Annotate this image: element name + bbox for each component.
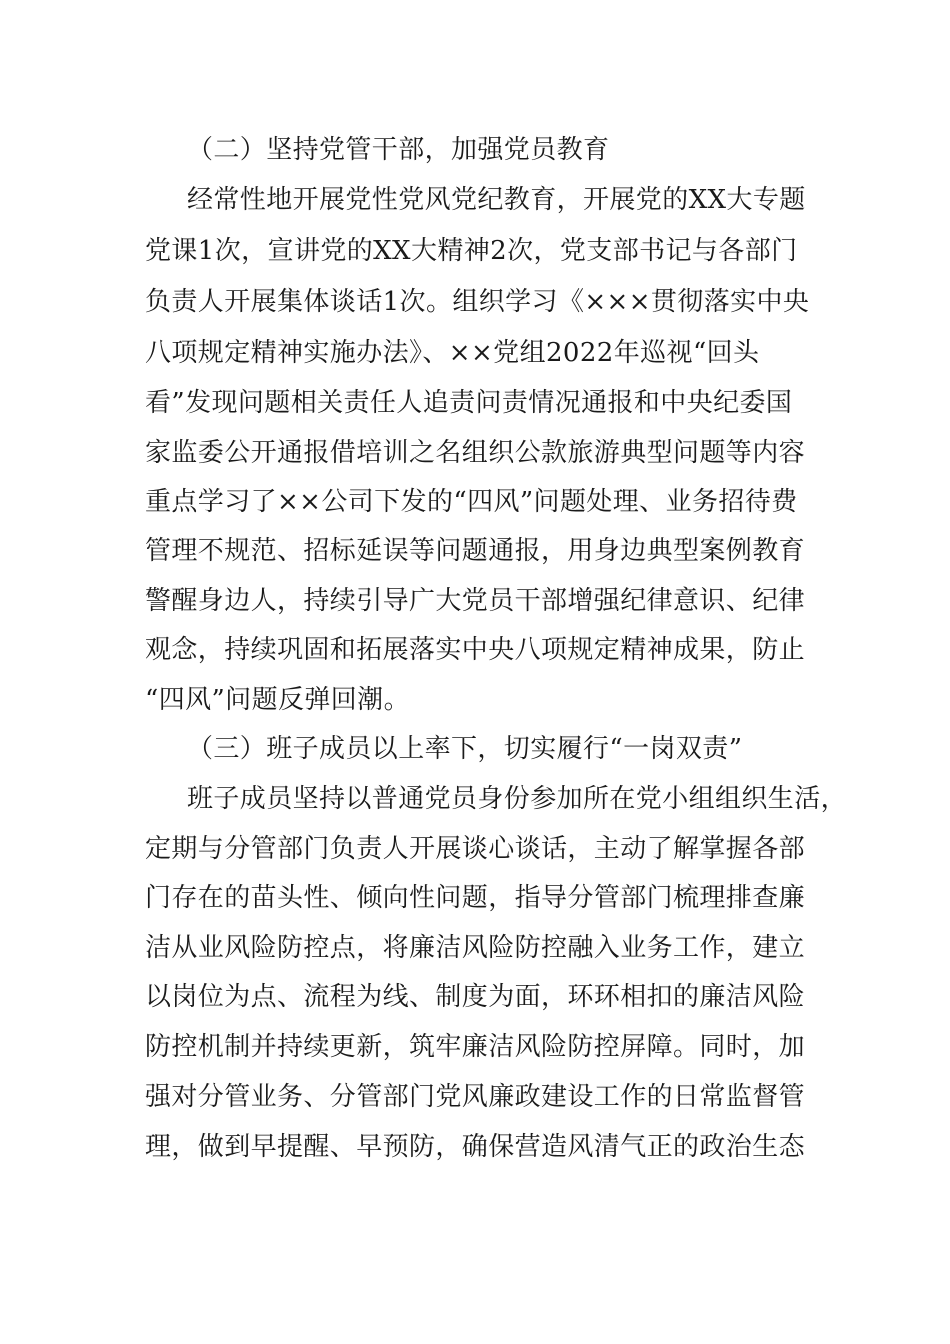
paragraph-line: 防控机制并持续更新，筑牢廉洁风险防控屏障。同时，加: [145, 1032, 806, 1062]
paragraph-line: 班子成员坚持以普通党员身份参加所在党小组组织生活，: [187, 784, 848, 814]
section-heading-2: （二）坚持党管干部，加强党员教育: [187, 135, 610, 165]
paragraph-line: 警醒身边人，持续引导广大党员干部增强纪律意识、纪律: [145, 586, 806, 616]
paragraph-line: 家监委公开通报借培训之名组织公款旅游典型问题等内容: [145, 438, 806, 468]
paragraph-line: 负责人开展集体谈话1次。组织学习《×××贯彻落实中央: [145, 287, 810, 317]
paragraph-line: “四风”问题反弹回潮。: [145, 685, 410, 715]
paragraph-line: 看”发现问题相关责任人追责问责情况通报和中央纪委国: [145, 388, 793, 418]
paragraph-line: 经常性地开展党性党风党纪教育，开展党的XX大专题: [187, 185, 806, 215]
paragraph-line: 门存在的苗头性、倾向性问题，指导分管部门梳理排查廉: [145, 883, 806, 913]
paragraph-line: 党课1次，宣讲党的XX大精神2次，党支部书记与各部门: [145, 236, 798, 266]
paragraph-line: 定期与分管部门负责人开展谈心谈话，主动了解掌握各部: [145, 834, 806, 864]
paragraph-line: 重点学习了××公司下发的“四风”问题处理、业务招待费: [145, 487, 798, 517]
paragraph-line: 强对分管业务、分管部门党风廉政建设工作的日常监督管: [145, 1082, 806, 1112]
paragraph-line: 观念，持续巩固和拓展落实中央八项规定精神成果，防止: [145, 635, 806, 665]
section-heading-3: （三）班子成员以上率下，切实履行“一岗双责”: [187, 734, 743, 764]
paragraph-line: 八项规定精神实施办法》、××党组2022年巡视“回头: [145, 338, 760, 368]
paragraph-line: 洁从业风险防控点，将廉洁风险防控融入业务工作，建立: [145, 933, 806, 963]
paragraph-line: 以岗位为点、流程为线、制度为面，环环相扣的廉洁风险: [145, 982, 806, 1012]
paragraph-line: 理，做到早提醒、早预防，确保营造风清气正的政治生态: [145, 1132, 806, 1162]
paragraph-line: 管理不规范、招标延误等问题通报，用身边典型案例教育: [145, 536, 806, 566]
